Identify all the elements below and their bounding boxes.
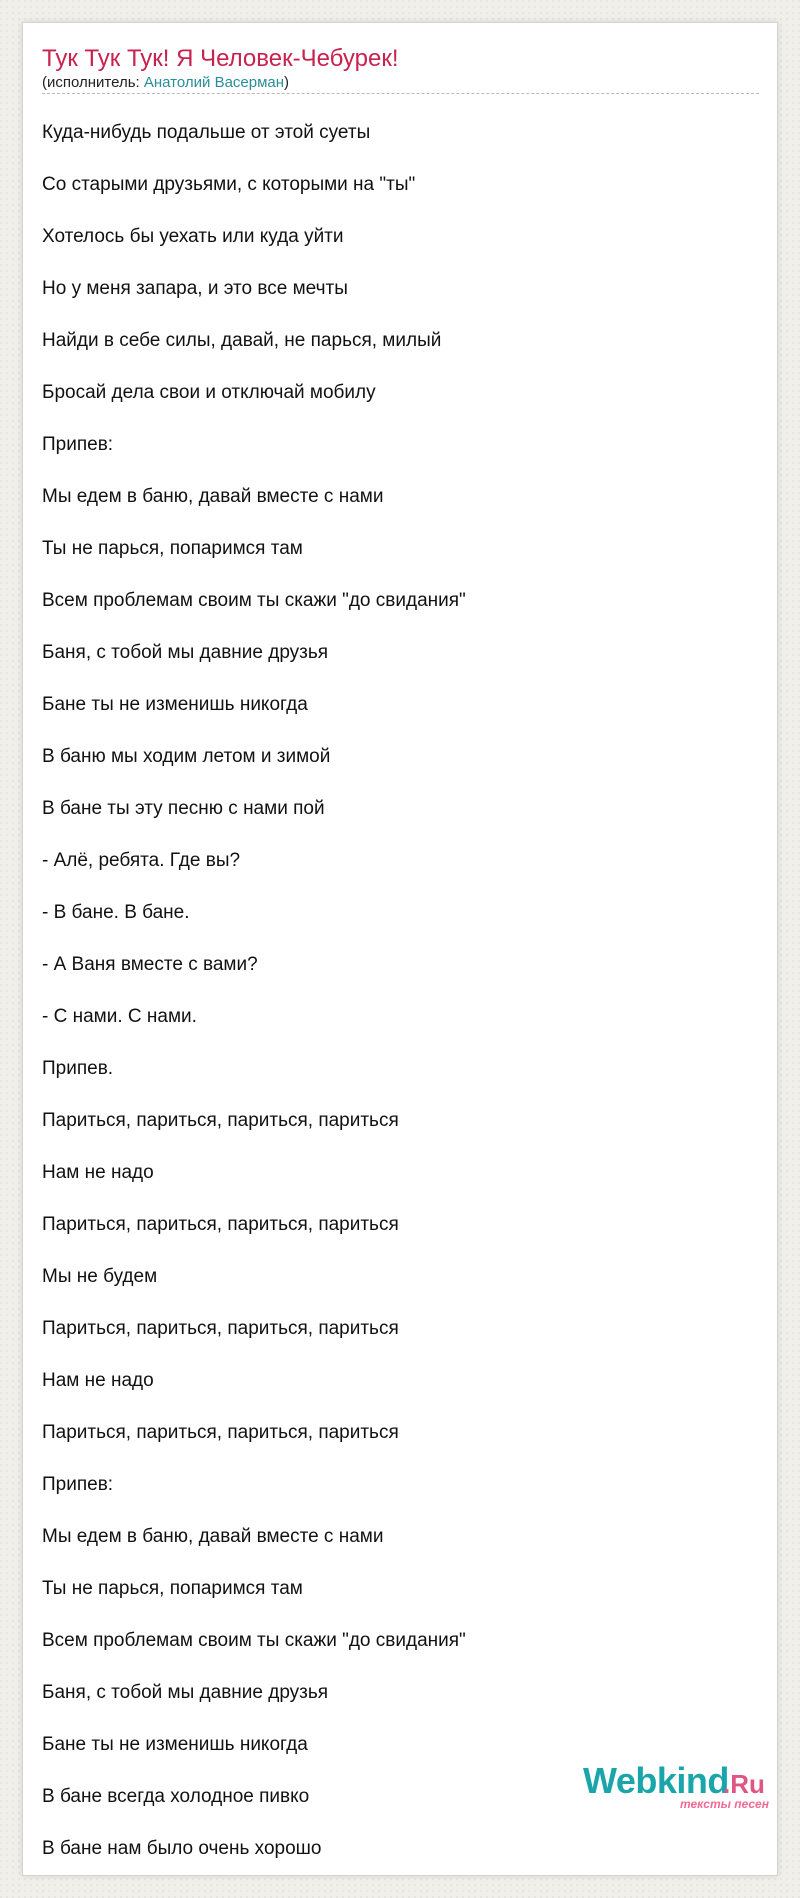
lyric-line: Париться, париться, париться, париться [42,1110,399,1131]
lyric-line: - А Ваня вместе с вами? [42,954,258,975]
lyric-line: Париться, париться, париться, париться [42,1214,399,1235]
lyric-line: Ты не парься, попаримся там [42,538,303,559]
header-divider [42,93,759,94]
lyrics-card [22,22,778,1876]
lyric-line: Мы не будем [42,1266,158,1287]
lyric-line: Нам не надо [42,1370,154,1391]
logo-tagline: тексты песен [680,1797,769,1811]
performer-prefix: (исполнитель: [42,74,144,91]
lyric-line: Мы едем в баню, давай вместе с нами [42,486,384,507]
lyric-line: Баня, с тобой мы давние друзья [42,642,329,663]
logo-name: Webkind [583,1760,729,1801]
lyric-line: - В бане. В бане. [42,902,190,923]
lyric-line: Припев: [42,1474,114,1495]
performer-suffix: ) [284,74,290,91]
lyric-line: Баня, с тобой мы давние друзья [42,1682,329,1703]
lyric-line: В бане ты эту песню с нами пой [42,798,325,819]
lyric-line: Бане ты не изменишь никогда [42,694,308,715]
lyric-line: Нам не надо [42,1162,154,1183]
lyric-line: В бане всегда холодное пивко [42,1786,310,1807]
lyric-line: Найди в себе силы, давай, не парься, милый [42,330,442,351]
performer-link[interactable]: Анатолий Васерман [143,74,285,91]
logo-suffix: .Ru [723,1769,765,1799]
lyric-line: Хотелось бы уехать или куда уйти [42,226,344,247]
page-title: Тук Тук Тук! Я Человек-Чебурек! [42,45,399,72]
lyric-line: Мы едем в баню, давай вместе с нами [42,1526,384,1547]
lyric-line: Бросай дела свои и отключай мобилу [42,382,376,403]
lyric-line: Всем проблемам своим ты скажи "до свидания" [42,1630,466,1651]
lyric-line: Париться, париться, париться, париться [42,1422,399,1443]
lyric-line: Припев: [42,434,114,455]
performer-line [42,74,289,92]
lyric-line: Бане ты не изменишь никогда [42,1734,308,1755]
lyric-line: Но у меня запара, и это все мечты [42,278,348,299]
lyric-line: В баню мы ходим летом и зимой [42,746,331,767]
site-logo[interactable] [583,1761,783,1819]
lyric-line: - Алё, ребята. Где вы? [42,850,241,871]
lyric-line: Всем проблемам своим ты скажи "до свидания" [42,590,466,611]
lyric-line: Припев. [42,1058,114,1079]
lyric-line: Куда-нибудь подальше от этой суеты [42,122,371,143]
lyric-line: Ты не парься, попаримся там [42,1578,303,1599]
lyric-line: В бане нам было очень хорошо [42,1838,322,1859]
lyric-line: - С нами. С нами. [42,1006,197,1027]
lyric-line: Со старыми друзьями, с которыми на "ты" [42,174,416,195]
lyric-line: Париться, париться, париться, париться [42,1318,399,1339]
lyrics-body [42,107,742,1875]
